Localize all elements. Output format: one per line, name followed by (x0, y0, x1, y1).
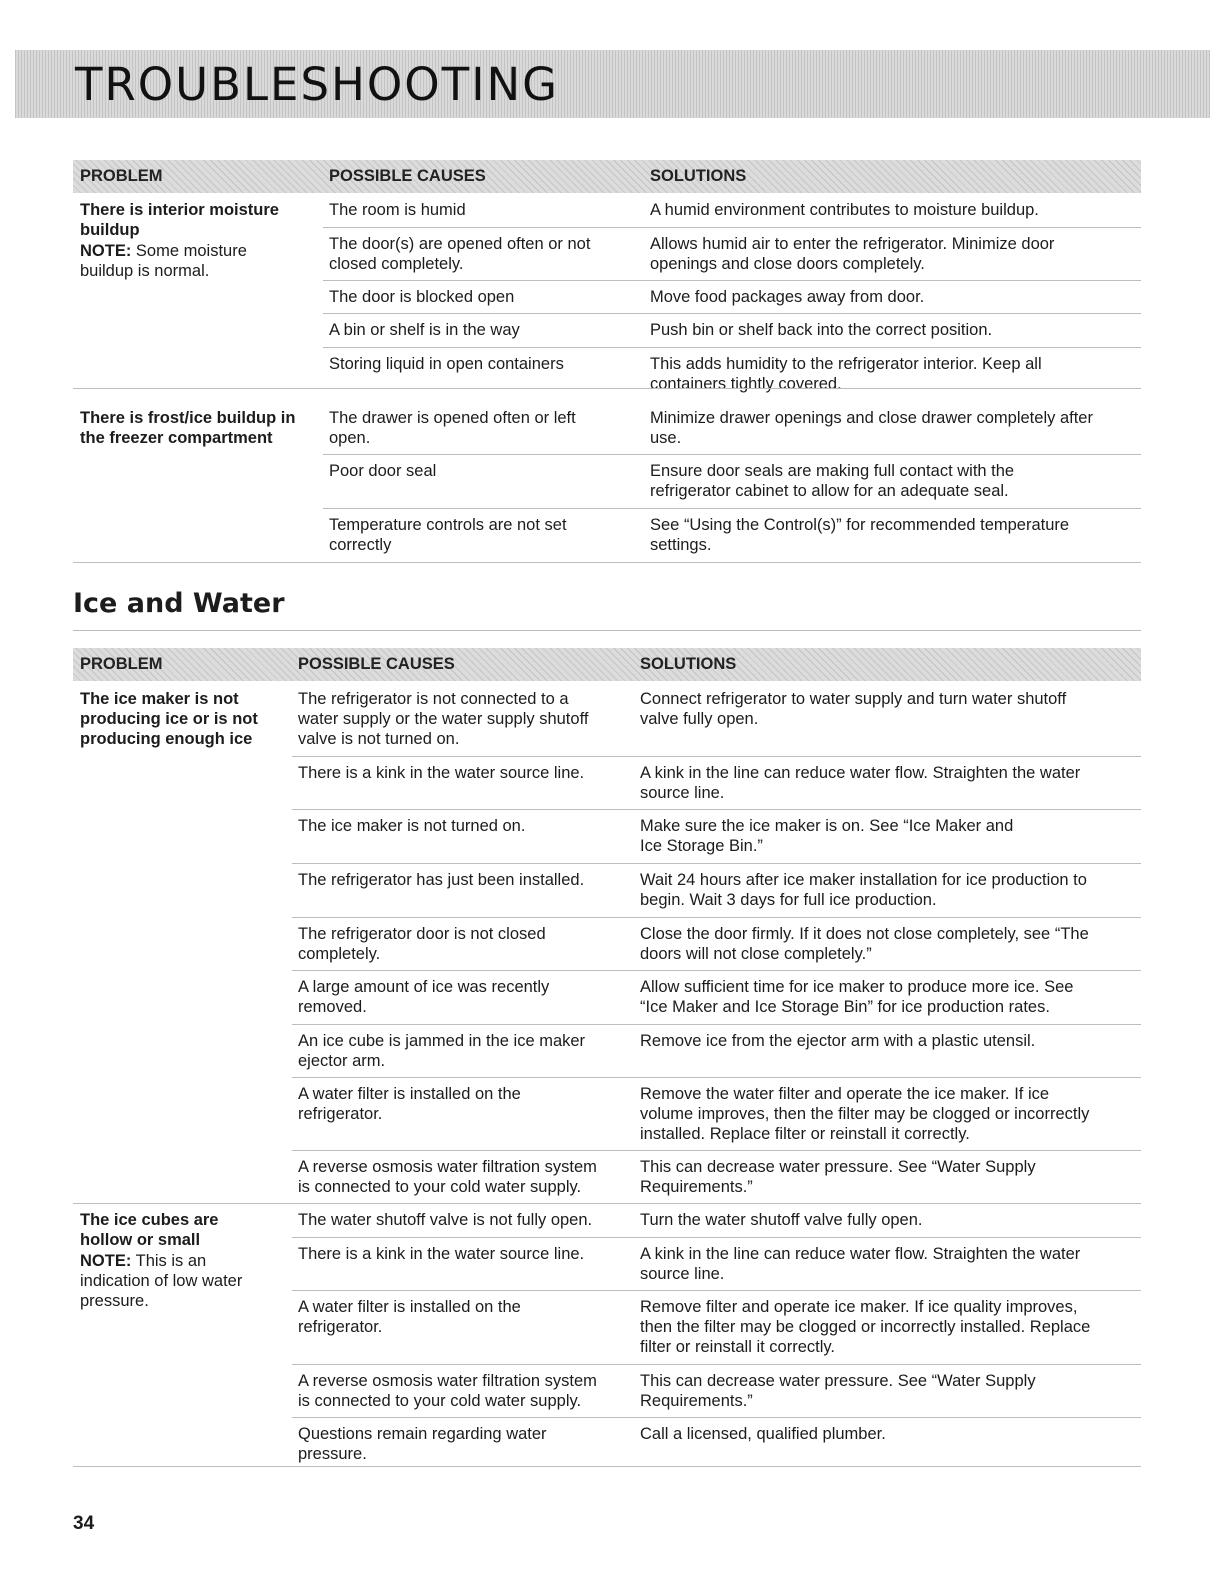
text-line: open. (329, 429, 371, 447)
text-line: A kink in the line can reduce water flow. Straighten the water (640, 764, 1081, 782)
text-line: This adds humidity to the refrigerator interior. Keep all (650, 355, 1042, 373)
text-line: A kink in the line can reduce water flow. Straighten the water (640, 1245, 1081, 1263)
solution-cell (650, 320, 1141, 340)
text-line: The ice maker is not (80, 690, 239, 708)
text-line: The drawer is opened often or left (329, 409, 576, 427)
note-text: pressure. (80, 1292, 149, 1310)
problem-note (80, 1251, 242, 1311)
problem-note (80, 241, 247, 281)
text-line: is connected to your cold water supply. (298, 1392, 582, 1410)
row-divider (323, 313, 1141, 314)
text-line: The water shutoff valve is not fully open. (298, 1211, 593, 1229)
text-line: Remove the water filter and operate the ice maker. If ice (640, 1085, 1050, 1103)
problem-divider (73, 1203, 1141, 1204)
solution-cell (640, 1244, 1141, 1284)
header-problem: PROBLEM (80, 167, 163, 185)
text-line: Ensure door seals are making full contact with the (650, 462, 1015, 480)
text-line: Requirements.” (640, 1178, 753, 1196)
solution-cell (640, 1210, 1141, 1230)
text-line: An ice cube is jammed in the ice maker (298, 1032, 586, 1050)
section-divider (73, 630, 1141, 631)
problem-divider (73, 388, 1141, 389)
text-line: Temperature controls are not set (329, 516, 567, 534)
text-line: use. (650, 429, 682, 447)
text-line: The ice maker is not turned on. (298, 817, 526, 835)
text-line: openings and close doors completely. (650, 255, 925, 273)
table-header (73, 648, 1141, 681)
text-line: containers tightly covered. (650, 375, 842, 393)
note-label: NOTE: (80, 1252, 132, 1270)
solution-cell (640, 689, 1141, 729)
text-line: producing enough ice (80, 730, 253, 748)
note-line (80, 241, 247, 261)
section-title: Ice and Water (73, 588, 285, 619)
solution-cell (640, 1424, 1141, 1444)
cause-cell (298, 924, 632, 964)
text-line: completely. (298, 945, 381, 963)
cause-cell (298, 763, 632, 783)
solution-cell (640, 870, 1141, 910)
row-divider (323, 508, 1141, 509)
text-line: source line. (640, 784, 725, 802)
text-line: Turn the water shutoff valve fully open. (640, 1211, 923, 1229)
text-line: then the filter may be clogged or incorrectly installed. Replace (640, 1318, 1091, 1336)
problem-title (80, 408, 317, 448)
cause-cell (329, 515, 642, 555)
text-line: volume improves, then the filter may be clogged or incorrectly (640, 1105, 1090, 1123)
text-line: There is a kink in the water source line. (298, 764, 585, 782)
text-line: filter or reinstall it correctly. (640, 1338, 835, 1356)
text-line: Move food packages away from door. (650, 288, 925, 306)
cause-cell (298, 870, 632, 890)
row-divider (292, 1024, 1141, 1025)
text-line: Remove ice from the ejector arm with a plastic utensil. (640, 1032, 1036, 1050)
row-divider (292, 756, 1141, 757)
text-line: The refrigerator is not connected to a (298, 690, 569, 708)
problem-title (80, 1210, 286, 1250)
page-title: TROUBLESHOOTING (75, 58, 560, 111)
row-divider (292, 863, 1141, 864)
text-line: installed. Replace filter or reinstall it correctly. (640, 1125, 970, 1143)
cause-cell (298, 1244, 632, 1264)
text-line: A bin or shelf is in the way (329, 321, 520, 339)
text-line: correctly (329, 536, 392, 554)
cause-cell (298, 1157, 632, 1197)
solution-cell (650, 515, 1141, 555)
text-line: Remove filter and operate ice maker. If ice quality improves, (640, 1298, 1078, 1316)
row-divider (323, 454, 1141, 455)
text-line: “Ice Maker and Ice Storage Bin” for ice production rates. (640, 998, 1050, 1016)
solution-cell (640, 1157, 1141, 1197)
row-divider (292, 1417, 1141, 1418)
solution-cell (640, 924, 1141, 964)
problem-divider (73, 1466, 1141, 1467)
text-line: The refrigerator has just been installed. (298, 871, 585, 889)
note-text: indication of low water (80, 1272, 243, 1290)
problem-divider (73, 562, 1141, 563)
solution-cell (650, 408, 1141, 448)
text-line: doors will not close completely.” (640, 945, 872, 963)
solution-cell (640, 1084, 1141, 1144)
header-possible-causes: POSSIBLE CAUSES (298, 655, 455, 673)
text-line: hollow or small (80, 1231, 201, 1249)
text-line: Push bin or shelf back into the correct position. (650, 321, 993, 339)
row-divider (292, 917, 1141, 918)
cause-cell (298, 816, 632, 836)
text-line: begin. Wait 3 days for full ice production. (640, 891, 937, 909)
table-header (73, 160, 1141, 193)
text-line: removed. (298, 998, 367, 1016)
text-line: Allows humid air to enter the refrigerator. Minimize door (650, 235, 1055, 253)
text-line: A reverse osmosis water filtration system (298, 1372, 597, 1390)
row-divider (323, 227, 1141, 228)
cause-cell (329, 320, 642, 340)
header-problem: PROBLEM (80, 655, 163, 673)
cause-cell (298, 1210, 632, 1230)
solution-cell (640, 1031, 1141, 1051)
cause-cell (329, 408, 642, 448)
text-line: A large amount of ice was recently (298, 978, 550, 996)
text-line: refrigerator. (298, 1105, 383, 1123)
row-divider (292, 1077, 1141, 1078)
note-text: This is an (131, 1252, 207, 1270)
header-solutions: SOLUTIONS (650, 167, 747, 185)
text-line: The room is humid (329, 201, 466, 219)
note-line (80, 1251, 242, 1271)
text-line: is connected to your cold water supply. (298, 1178, 582, 1196)
row-divider (323, 347, 1141, 348)
text-line: The door is blocked open (329, 288, 515, 306)
text-line: This can decrease water pressure. See “Water Supply (640, 1158, 1036, 1176)
text-line: There is a kink in the water source line. (298, 1245, 585, 1263)
text-line: Close the door firmly. If it does not close completely, see “The (640, 925, 1089, 943)
text-line: Minimize drawer openings and close drawer completely after (650, 409, 1093, 427)
text-line: There is interior moisture (80, 201, 279, 219)
cause-cell (329, 234, 642, 274)
cause-cell (298, 689, 632, 749)
text-line: closed completely. (329, 255, 464, 273)
text-line: source line. (640, 1265, 725, 1283)
cause-cell (298, 1371, 632, 1411)
text-line: refrigerator cabinet to allow for an adequate seal. (650, 482, 1009, 500)
problem-title (80, 689, 286, 749)
cause-cell (298, 977, 632, 1017)
text-line: The refrigerator door is not closed (298, 925, 546, 943)
solution-cell (650, 234, 1141, 274)
text-line: Wait 24 hours after ice maker installation for ice production to (640, 871, 1087, 889)
note-text: Some moisture (131, 242, 247, 260)
row-divider (323, 280, 1141, 281)
text-line: Connect refrigerator to water supply and turn water shutoff (640, 690, 1067, 708)
row-divider (292, 1237, 1141, 1238)
text-line: A water filter is installed on the (298, 1085, 521, 1103)
text-line: A humid environment contributes to moisture buildup. (650, 201, 1039, 219)
text-line: This can decrease water pressure. See “Water Supply (640, 1372, 1036, 1390)
solution-cell (650, 461, 1141, 501)
cause-cell (329, 354, 642, 374)
row-divider (292, 1290, 1141, 1291)
solution-cell (640, 977, 1141, 1017)
row-divider (292, 1364, 1141, 1365)
text-line: pressure. (298, 1445, 367, 1463)
cause-cell (298, 1297, 632, 1337)
header-solutions: SOLUTIONS (640, 655, 737, 673)
text-line: buildup (80, 221, 140, 239)
row-divider (292, 809, 1141, 810)
text-line: Call a licensed, qualified plumber. (640, 1425, 886, 1443)
text-line: Ice Storage Bin.” (640, 837, 763, 855)
row-divider (292, 1150, 1141, 1151)
text-line: producing ice or is not (80, 710, 258, 728)
text-line: The door(s) are opened often or not (329, 235, 591, 253)
cause-cell (329, 461, 642, 481)
text-line: refrigerator. (298, 1318, 383, 1336)
page-number: 34 (73, 1513, 95, 1534)
text-line: Poor door seal (329, 462, 437, 480)
text-line: Requirements.” (640, 1392, 753, 1410)
text-line: Make sure the ice maker is on. See “Ice Maker and (640, 817, 1014, 835)
text-line: See “Using the Control(s)” for recommended temperature (650, 516, 1070, 534)
text-line: The ice cubes are (80, 1211, 219, 1229)
note-label: NOTE: (80, 242, 132, 260)
solution-cell (650, 287, 1141, 307)
solution-cell (640, 816, 1141, 856)
solution-cell (640, 1297, 1141, 1357)
text-line: A reverse osmosis water filtration system (298, 1158, 597, 1176)
text-line: Questions remain regarding water (298, 1425, 547, 1443)
text-line: Storing liquid in open containers (329, 355, 564, 373)
cause-cell (329, 287, 642, 307)
text-line: valve fully open. (640, 710, 759, 728)
text-line: There is frost/ice buildup in (80, 409, 296, 427)
text-line: water supply or the water supply shutoff (298, 710, 589, 728)
title-banner (15, 50, 1210, 118)
row-divider (292, 970, 1141, 971)
header-possible-causes: POSSIBLE CAUSES (329, 167, 486, 185)
cause-cell (298, 1031, 632, 1071)
problem-title (80, 200, 317, 240)
text-line: the freezer compartment (80, 429, 273, 447)
solution-cell (640, 1371, 1141, 1411)
text-line: ejector arm. (298, 1052, 386, 1070)
cause-cell (298, 1424, 632, 1464)
solution-cell (650, 200, 1141, 220)
text-line: valve is not turned on. (298, 730, 460, 748)
text-line: A water filter is installed on the (298, 1298, 521, 1316)
cause-cell (298, 1084, 632, 1124)
note-text: buildup is normal. (80, 262, 210, 280)
cause-cell (329, 200, 642, 220)
text-line: settings. (650, 536, 712, 554)
solution-cell (640, 763, 1141, 803)
text-line: Allow sufficient time for ice maker to produce more ice. See (640, 978, 1074, 996)
